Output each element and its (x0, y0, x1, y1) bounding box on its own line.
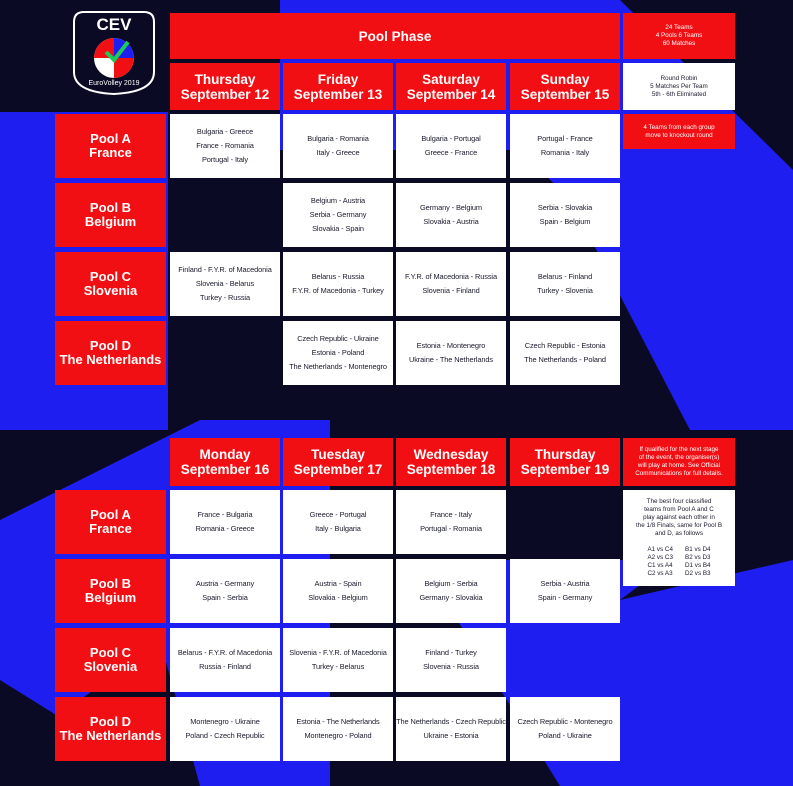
pool-label (55, 490, 166, 554)
pool-phase-banner (170, 13, 620, 59)
match: Spain - Serbia (202, 593, 248, 602)
pool-host: The Netherlands (59, 728, 162, 743)
match: Slovenia - Russia (423, 662, 479, 671)
match: Serbia - Germany (309, 210, 367, 219)
match: Finland - F.Y.R. of Macedonia (178, 265, 272, 274)
match: The Netherlands - Czech Republic (396, 717, 506, 726)
pool-name: Pool D (89, 338, 132, 353)
day-header (283, 438, 393, 486)
pairing: D1 vs B4 (685, 562, 711, 569)
info-line: move to knockout round (645, 131, 713, 139)
logo-event: EuroVolley 2019 (88, 80, 140, 87)
pool-phase-title: Pool Phase (358, 28, 432, 44)
day-name: Sunday (540, 71, 590, 87)
pool-name: Pool A (90, 131, 131, 146)
info-line: 4 Teams from each group (643, 123, 715, 131)
match: Austria - Germany (195, 579, 255, 588)
match: Ukraine - The Netherlands (408, 355, 494, 364)
match-cell (396, 183, 506, 247)
info-line: 4 Pools 6 Teams (655, 32, 703, 39)
match: Czech Republic - Montenegro (517, 717, 613, 726)
match-cell (396, 490, 506, 554)
info-line: 5th - 6th Eliminated (651, 90, 707, 98)
info-line: 24 Teams (665, 24, 693, 31)
match-cell (170, 490, 280, 554)
match-cell (170, 559, 280, 623)
match: Germany - Belgium (420, 203, 482, 212)
match: Poland - Czech Republic (185, 731, 265, 740)
day-name: Monday (199, 447, 251, 462)
match: Ukraine - Estonia (423, 731, 479, 740)
match: Germany - Slovakia (419, 593, 483, 602)
pool-name: Pool B (89, 200, 132, 215)
pairing: A1 vs C4 (647, 546, 673, 553)
match-cell (170, 252, 280, 316)
match: Portugal - Romania (420, 524, 482, 533)
pool-name: Pool A (90, 507, 131, 522)
match: Finland - Turkey (425, 648, 477, 657)
match: Italy - Bulgaria (315, 524, 361, 533)
match-cell (170, 628, 280, 692)
pairing: B1 vs D4 (685, 546, 711, 553)
day-date: September 18 (406, 462, 496, 477)
match: Estonia - Montenegro (416, 341, 486, 350)
match: Turkey - Belarus (311, 662, 365, 671)
match: France - Italy (430, 510, 472, 519)
match: Slovenia - F.Y.R. of Macedonia (289, 648, 387, 657)
match: Serbia - Slovakia (537, 203, 593, 212)
match: Slovakia - Spain (312, 224, 364, 233)
match: Slovakia - Belgium (308, 593, 368, 602)
info-format (623, 63, 735, 110)
match: Bulgaria - Portugal (421, 134, 481, 143)
info-line: will play at home. See Official (637, 462, 721, 469)
info-line: 5 Matches Per Team (650, 82, 708, 90)
match: Belgium - Serbia (424, 579, 478, 588)
pool-host: France (89, 521, 132, 536)
match: Slovenia - Belarus (195, 279, 255, 288)
match: Belarus - Finland (537, 272, 593, 281)
pool-name: Pool C (89, 645, 132, 660)
match: Spain - Germany (537, 593, 593, 602)
match-cell (283, 628, 393, 692)
info-line: play against each other in (643, 514, 715, 521)
info-line: of the event, the organiser(s) (638, 454, 720, 461)
match-cell (283, 559, 393, 623)
day-date: September 16 (180, 462, 270, 477)
match-cell (396, 252, 506, 316)
match: Bulgaria - Greece (196, 127, 254, 136)
match: Portugal - France (537, 134, 593, 143)
pool-label (55, 183, 166, 247)
logo-brand: CEV (96, 15, 132, 34)
match-cell (396, 697, 506, 761)
pool-name: Pool C (89, 269, 132, 284)
pairing: C1 vs A4 (647, 562, 673, 569)
match-cell (510, 183, 620, 247)
cev-logo (70, 8, 158, 96)
match: Turkey - Russia (200, 293, 250, 302)
pool-name: Pool B (89, 576, 132, 591)
match: Greece - Portugal (309, 510, 367, 519)
match: Russia - Finland (199, 662, 251, 671)
pool-host: France (89, 145, 132, 160)
pairing: A2 vs C3 (647, 554, 673, 561)
info-line: Communications for full details. (635, 470, 723, 477)
day-name: Thursday (534, 447, 596, 462)
match-cell (396, 559, 506, 623)
info-line: The best four classified (646, 498, 712, 505)
info-pairings (623, 490, 735, 586)
day-header (170, 63, 280, 110)
day-name: Friday (317, 71, 359, 87)
match: Belgium - Austria (310, 196, 366, 205)
pool-label (55, 252, 166, 316)
match: Austria - Spain (314, 579, 362, 588)
match-cell (283, 321, 393, 385)
info-teams (623, 13, 735, 59)
match: Czech Republic - Estonia (524, 341, 606, 350)
info-line: the 1/8 Finals, same for Pool B (635, 522, 723, 529)
day-date: September 14 (406, 86, 496, 102)
pairing: C2 vs A3 (647, 570, 673, 577)
day-header (396, 63, 506, 110)
info-line: Round Robin (660, 74, 698, 82)
match: Greece - France (424, 148, 478, 157)
day-name: Saturday (422, 71, 480, 87)
day-date: September 15 (520, 86, 610, 102)
pool-host: Slovenia (83, 283, 138, 298)
info-line: 60 Matches (662, 40, 696, 47)
day-name: Tuesday (311, 447, 365, 462)
pool-label (55, 114, 166, 178)
match: Slovakia - Austria (423, 217, 479, 226)
pairing: B2 vs D3 (685, 554, 711, 561)
match: France - Romania (196, 141, 254, 150)
match: Bulgaria - Romania (307, 134, 369, 143)
pool-name: Pool D (89, 714, 132, 729)
match: Montenegro - Poland (304, 731, 372, 740)
pool-label (55, 628, 166, 692)
match-cell (510, 697, 620, 761)
match: Estonia - Poland (311, 348, 365, 357)
day-date: September 19 (520, 462, 610, 477)
match: Montenegro - Ukraine (190, 717, 260, 726)
day-header (283, 63, 393, 110)
match: Spain - Belgium (539, 217, 591, 226)
match: F.Y.R. of Macedonia - Russia (405, 272, 497, 281)
match: Romania - Greece (195, 524, 255, 533)
match-cell (396, 321, 506, 385)
match-cell (510, 252, 620, 316)
pairing: D2 vs B3 (685, 570, 711, 577)
match-cell (283, 252, 393, 316)
match: Belarus - F.Y.R. of Macedonia (177, 648, 273, 657)
match: Romania - Italy (540, 148, 590, 157)
pool-host: Slovenia (83, 659, 138, 674)
day-date: September 12 (180, 86, 270, 102)
match: F.Y.R. of Macedonia - Turkey (292, 286, 384, 295)
match: Portugal - Italy (201, 155, 249, 164)
match-cell (170, 114, 280, 178)
match-cell (510, 321, 620, 385)
info-line: If qualified for the next stage (639, 446, 719, 453)
pool-label (55, 321, 166, 385)
match: Turkey - Slovenia (537, 286, 593, 295)
info-line: teams from Pool A and C (644, 506, 714, 513)
match-cell (170, 697, 280, 761)
match-cell (510, 114, 620, 178)
match: Italy - Greece (316, 148, 360, 157)
match: Serbia - Austria (540, 579, 590, 588)
match: France - Bulgaria (197, 510, 253, 519)
match-cell (283, 697, 393, 761)
pool-host: The Netherlands (59, 352, 162, 367)
day-date: September 13 (293, 86, 383, 102)
match: Poland - Ukraine (538, 731, 592, 740)
match: Czech Republic - Ukraine (297, 334, 379, 343)
match: The Netherlands - Montenegro (289, 362, 387, 371)
pool-label (55, 559, 166, 623)
match-cell (283, 490, 393, 554)
match-cell (396, 628, 506, 692)
pool-host: Belgium (84, 214, 137, 229)
info-knockout (623, 114, 735, 149)
match: The Netherlands - Poland (524, 355, 606, 364)
match-cell (283, 114, 393, 178)
info-line: and D, as follows (655, 530, 703, 537)
day-date: September 17 (293, 462, 383, 477)
day-header (510, 438, 620, 486)
day-header (510, 63, 620, 110)
match: Belarus - Russia (311, 272, 365, 281)
match-cell (510, 559, 620, 623)
match-cell (396, 114, 506, 178)
match-cell (283, 183, 393, 247)
day-header (396, 438, 506, 486)
day-name: Thursday (194, 71, 256, 87)
pool-label (55, 697, 166, 761)
pool-host: Belgium (84, 590, 137, 605)
match: Estonia - The Netherlands (296, 717, 380, 726)
info-home (623, 438, 735, 486)
match: Slovenia - Finland (422, 286, 480, 295)
day-header (170, 438, 280, 486)
day-name: Wednesday (413, 447, 489, 462)
